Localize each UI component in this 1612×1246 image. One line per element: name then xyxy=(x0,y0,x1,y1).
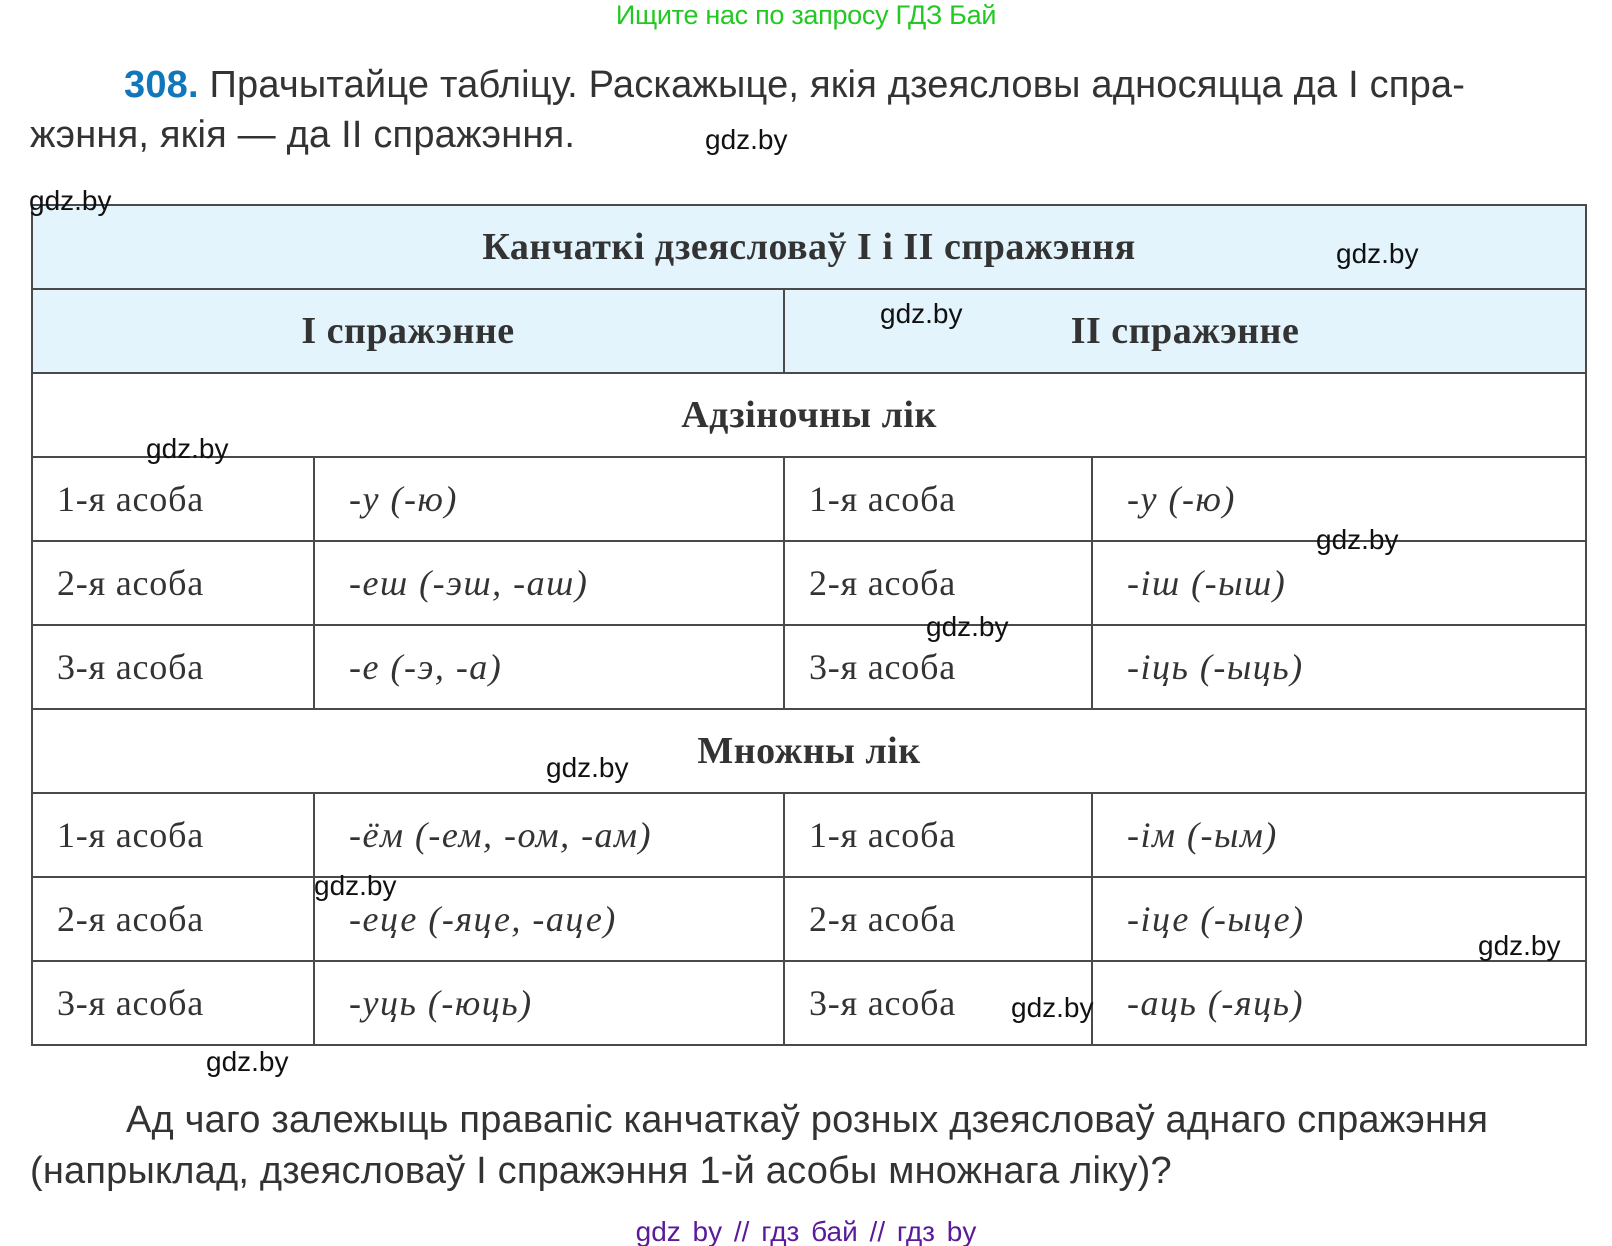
watermark: gdz.by xyxy=(146,433,229,464)
ending-cell: -уць (-юць) xyxy=(314,961,784,1045)
question-line-2: (напрыклад, дзеясловаў I спражэння 1-й асобы множнага ліку)? xyxy=(30,1150,1172,1192)
person-cell: 2-я асоба xyxy=(784,541,1092,625)
ending-cell: -еш (-эш, -аш) xyxy=(314,541,784,625)
section-label-plural: Множны лік xyxy=(32,709,1586,793)
section-row-plural xyxy=(32,709,1586,793)
exercise-instructions xyxy=(30,60,1590,160)
person-cell: 2-я асоба xyxy=(32,541,314,625)
watermark: gdz.by xyxy=(546,752,629,783)
column-header-second-conjugation: II спражэнне xyxy=(784,289,1586,373)
person-cell: 3-я асоба xyxy=(784,625,1092,709)
table-row xyxy=(32,625,1586,709)
watermark: gdz.by xyxy=(705,124,788,155)
exercise-text-2: жэння, якія — да II спражэння. xyxy=(30,114,576,156)
person-cell: 1-я асоба xyxy=(784,457,1092,541)
person-cell: 3-я асоба xyxy=(784,961,1092,1045)
person-cell: 1-я асоба xyxy=(32,457,314,541)
ending-cell: -іш (-ыш) xyxy=(1092,541,1586,625)
watermark: gdz.by xyxy=(880,298,963,329)
table-row xyxy=(32,877,1586,961)
person-cell: 3-я асоба xyxy=(32,961,314,1045)
question-line-1: Ад чаго залежыць правапіс канчаткаў розных дзеясловаў аднаго спражэння xyxy=(126,1099,1489,1141)
person-cell: 2-я асоба xyxy=(784,877,1092,961)
watermark: gdz.by xyxy=(1478,930,1561,961)
ending-cell: -іце (-ыце) xyxy=(1092,877,1586,961)
table-title: Канчаткі дзеясловаў I і II спражэння xyxy=(32,205,1586,289)
column-header-first-conjugation: I спражэнне xyxy=(32,289,784,373)
person-cell: 1-я асоба xyxy=(32,793,314,877)
ending-cell: -еце (-яце, -аце) xyxy=(314,877,784,961)
person-cell: 3-я асоба xyxy=(32,625,314,709)
ending-cell: -у (-ю) xyxy=(314,457,784,541)
watermark: gdz.by xyxy=(206,1046,289,1077)
ending-cell: -е (-э, -а) xyxy=(314,625,784,709)
top-banner: Ищите нас по запросу ГДЗ Бай xyxy=(615,0,997,30)
verb-endings-table xyxy=(31,204,1587,1046)
watermark: gdz.by xyxy=(1316,524,1399,555)
person-cell: 2-я асоба xyxy=(32,877,314,961)
watermark: gdz.by xyxy=(314,870,397,901)
ending-cell: -іць (-ыць) xyxy=(1092,625,1586,709)
table-row xyxy=(32,961,1586,1045)
ending-cell: -ём (-ем, -ом, -ам) xyxy=(314,793,784,877)
ending-cell: -ім (-ым) xyxy=(1092,793,1586,877)
conjugation-header-row xyxy=(32,289,1586,373)
table-row xyxy=(32,793,1586,877)
follow-up-question xyxy=(30,1095,1590,1197)
person-cell: 1-я асоба xyxy=(784,793,1092,877)
watermark: gdz.by xyxy=(926,611,1009,642)
section-row-singular xyxy=(32,373,1586,457)
section-label-singular: Адзіночны лік xyxy=(32,373,1586,457)
exercise-number: 308. xyxy=(124,64,199,106)
watermark: gdz.by xyxy=(1336,238,1419,269)
exercise-text-1: Прачытайце табліцу. Раскажыце, якія дзеясловы адносяцца да I спра- xyxy=(209,64,1466,106)
ending-cell: -у (-ю) xyxy=(1092,457,1586,541)
watermark: gdz.by xyxy=(1011,992,1094,1023)
watermark: gdz.by xyxy=(29,185,112,216)
exercise-line-1 xyxy=(30,60,1590,110)
ending-cell: -аць (-яць) xyxy=(1092,961,1586,1045)
footer-watermark: gdz by // гдз бай // гдз by xyxy=(635,1216,977,1246)
